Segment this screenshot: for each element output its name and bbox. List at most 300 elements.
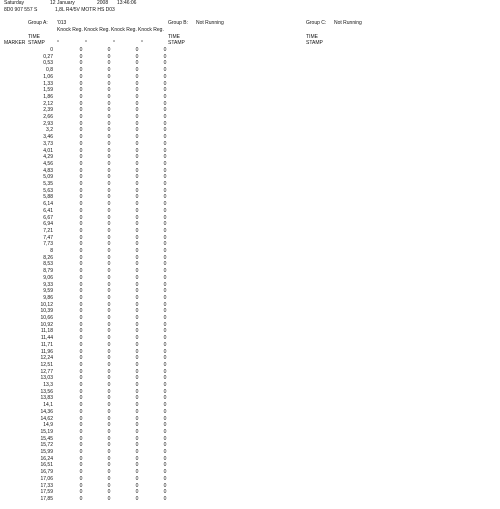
value-cell-ch4: 0: [163, 382, 167, 388]
value-cell-ch2: 0: [107, 362, 111, 368]
value-cell-ch1: 0: [79, 228, 83, 234]
time-stamp-cell: 8,26: [43, 255, 53, 261]
value-cell-ch1: 0: [79, 235, 83, 241]
time-stamp-cell: 12,77: [40, 369, 53, 375]
value-cell-ch3: 0: [135, 255, 139, 261]
time-stamp-cell: 8,53: [43, 261, 53, 267]
value-cell-ch4: 0: [163, 141, 167, 147]
time-stamp-cell: 15,19: [40, 429, 53, 435]
value-cell-ch2: 0: [107, 101, 111, 107]
value-cell-ch1: 0: [79, 322, 83, 328]
value-cell-ch3: 0: [135, 174, 139, 180]
value-cell-ch2: 0: [107, 134, 111, 140]
value-cell-ch4: 0: [163, 328, 167, 334]
time-stamp-cell: 14,36: [40, 409, 53, 415]
value-cell-ch4: 0: [163, 322, 167, 328]
value-cell-ch3: 0: [135, 436, 139, 442]
value-cell-ch2: 0: [107, 168, 111, 174]
group-b-value: Not Running: [196, 20, 224, 26]
value-cell-ch3: 0: [135, 382, 139, 388]
value-cell-ch1: 0: [79, 114, 83, 120]
time-stamp-cell: 2,12: [43, 101, 53, 107]
value-cell-ch3: 0: [135, 241, 139, 247]
value-cell-ch2: 0: [107, 255, 111, 261]
time-label-b: TIME: [168, 34, 180, 40]
value-cell-ch3: 0: [135, 308, 139, 314]
time-stamp-cell: 0,8: [46, 67, 53, 73]
value-cell-ch4: 0: [163, 201, 167, 207]
value-cell-ch4: 0: [163, 449, 167, 455]
value-cell-ch1: 0: [79, 208, 83, 214]
value-cell-ch3: 0: [135, 315, 139, 321]
value-cell-ch3: 0: [135, 141, 139, 147]
value-cell-ch1: 0: [79, 54, 83, 60]
value-cell-ch4: 0: [163, 342, 167, 348]
time-stamp-cell: 5,88: [43, 194, 53, 200]
value-cell-ch2: 0: [107, 449, 111, 455]
value-cell-ch2: 0: [107, 107, 111, 113]
value-cell-ch2: 0: [107, 74, 111, 80]
value-cell-ch4: 0: [163, 483, 167, 489]
value-cell-ch2: 0: [107, 261, 111, 267]
value-cell-ch2: 0: [107, 215, 111, 221]
value-cell-ch2: 0: [107, 322, 111, 328]
value-cell-ch2: 0: [107, 315, 111, 321]
value-cell-ch1: 0: [79, 436, 83, 442]
value-cell-ch3: 0: [135, 228, 139, 234]
value-cell-ch4: 0: [163, 87, 167, 93]
value-cell-ch3: 0: [135, 194, 139, 200]
value-cell-ch4: 0: [163, 369, 167, 375]
value-cell-ch1: 0: [79, 402, 83, 408]
value-cell-ch3: 0: [135, 47, 139, 53]
value-cell-ch3: 0: [135, 409, 139, 415]
time-stamp-cell: 4,29: [43, 154, 53, 160]
time-label-c: TIME: [306, 34, 318, 40]
value-cell-ch1: 0: [79, 288, 83, 294]
value-cell-ch2: 0: [107, 161, 111, 167]
value-cell-ch3: 0: [135, 235, 139, 241]
value-cell-ch1: 0: [79, 248, 83, 254]
value-cell-ch1: 0: [79, 395, 83, 401]
value-cell-ch1: 0: [79, 389, 83, 395]
value-cell-ch2: 0: [107, 47, 111, 53]
time-stamp-cell: 10,66: [40, 315, 53, 321]
value-cell-ch3: 0: [135, 268, 139, 274]
value-cell-ch2: 0: [107, 429, 111, 435]
time-stamp-cell: 6,67: [43, 215, 53, 221]
value-cell-ch2: 0: [107, 275, 111, 281]
value-cell-ch1: 0: [79, 74, 83, 80]
time-stamp-cell: 1,86: [43, 94, 53, 100]
value-cell-ch4: 0: [163, 94, 167, 100]
value-cell-ch1: 0: [79, 422, 83, 428]
value-cell-ch1: 0: [79, 483, 83, 489]
value-cell-ch3: 0: [135, 462, 139, 468]
value-cell-ch2: 0: [107, 67, 111, 73]
value-cell-ch3: 0: [135, 60, 139, 66]
value-cell-ch2: 0: [107, 54, 111, 60]
value-cell-ch4: 0: [163, 188, 167, 194]
value-cell-ch3: 0: [135, 456, 139, 462]
time-stamp-cell: 11,18: [40, 328, 53, 334]
value-cell-ch1: 0: [79, 409, 83, 415]
value-cell-ch3: 0: [135, 74, 139, 80]
value-cell-ch1: 0: [79, 94, 83, 100]
time-stamp-cell: 11,44: [40, 335, 53, 341]
value-cell-ch3: 0: [135, 168, 139, 174]
value-cell-ch1: 0: [79, 221, 83, 227]
value-cell-ch1: 0: [79, 315, 83, 321]
value-cell-ch1: 0: [79, 255, 83, 261]
value-cell-ch3: 0: [135, 496, 139, 502]
value-cell-ch1: 0: [79, 148, 83, 154]
time-stamp-cell: 8: [50, 248, 53, 254]
value-cell-ch2: 0: [107, 174, 111, 180]
value-cell-ch4: 0: [163, 489, 167, 495]
value-cell-ch1: 0: [79, 268, 83, 274]
value-cell-ch1: 0: [79, 382, 83, 388]
value-cell-ch4: 0: [163, 422, 167, 428]
value-cell-ch3: 0: [135, 416, 139, 422]
time: 13:46:06: [117, 0, 137, 6]
value-cell-ch1: 0: [79, 174, 83, 180]
value-cell-ch4: 0: [163, 54, 167, 60]
value-cell-ch3: 0: [135, 215, 139, 221]
value-cell-ch4: 0: [163, 302, 167, 308]
value-cell-ch3: 0: [135, 302, 139, 308]
value-cell-ch2: 0: [107, 181, 111, 187]
value-cell-ch1: 0: [79, 362, 83, 368]
value-cell-ch2: 0: [107, 127, 111, 133]
stamp-label-b: STAMP: [168, 40, 185, 46]
value-cell-ch4: 0: [163, 194, 167, 200]
value-cell-ch4: 0: [163, 282, 167, 288]
year: 2008: [97, 0, 109, 6]
time-stamp-cell: 13,3: [43, 382, 53, 388]
value-cell-ch2: 0: [107, 194, 111, 200]
engine-description: 1,8L R4/5V MOTR HS D03: [55, 7, 115, 13]
value-cell-ch1: 0: [79, 302, 83, 308]
value-cell-ch4: 0: [163, 127, 167, 133]
value-cell-ch4: 0: [163, 107, 167, 113]
time-stamp-cell: 3,46: [43, 134, 53, 140]
value-cell-ch2: 0: [107, 148, 111, 154]
value-cell-ch4: 0: [163, 335, 167, 341]
time-stamp-cell: 16,79: [40, 469, 53, 475]
value-cell-ch3: 0: [135, 87, 139, 93]
group-a-label: Group A:: [28, 20, 48, 26]
channel-4-unit: °: [141, 40, 143, 46]
value-cell-ch4: 0: [163, 47, 167, 53]
value-cell-ch4: 0: [163, 67, 167, 73]
value-cell-ch3: 0: [135, 442, 139, 448]
value-cell-ch4: 0: [163, 315, 167, 321]
value-cell-ch2: 0: [107, 94, 111, 100]
value-cell-ch3: 0: [135, 295, 139, 301]
value-cell-ch1: 0: [79, 429, 83, 435]
value-cell-ch4: 0: [163, 389, 167, 395]
value-cell-ch4: 0: [163, 275, 167, 281]
time-stamp-cell: 7,47: [43, 235, 53, 241]
value-cell-ch2: 0: [107, 154, 111, 160]
value-cell-ch1: 0: [79, 47, 83, 53]
value-cell-ch2: 0: [107, 462, 111, 468]
value-cell-ch4: 0: [163, 74, 167, 80]
marker-label: MARKER: [4, 40, 26, 46]
time-stamp-cell: 14,1: [43, 402, 53, 408]
time-stamp-cell: 9,86: [43, 295, 53, 301]
time-stamp-cell: 12,24: [40, 355, 53, 361]
time-stamp-cell: 15,45: [40, 436, 53, 442]
time-stamp-cell: 13,03: [40, 375, 53, 381]
value-cell-ch4: 0: [163, 456, 167, 462]
value-cell-ch4: 0: [163, 395, 167, 401]
value-cell-ch2: 0: [107, 235, 111, 241]
value-cell-ch1: 0: [79, 308, 83, 314]
value-cell-ch2: 0: [107, 141, 111, 147]
stamp-label-c: STAMP: [306, 40, 323, 46]
value-cell-ch2: 0: [107, 369, 111, 375]
time-stamp-cell: 11,71: [40, 342, 53, 348]
time-stamp-cell: 0,53: [43, 60, 53, 66]
value-cell-ch3: 0: [135, 422, 139, 428]
value-cell-ch1: 0: [79, 60, 83, 66]
value-cell-ch3: 0: [135, 81, 139, 87]
value-cell-ch1: 0: [79, 134, 83, 140]
value-cell-ch4: 0: [163, 409, 167, 415]
value-cell-ch2: 0: [107, 375, 111, 381]
value-cell-ch1: 0: [79, 275, 83, 281]
value-cell-ch1: 0: [79, 87, 83, 93]
value-cell-ch3: 0: [135, 342, 139, 348]
value-cell-ch3: 0: [135, 402, 139, 408]
value-cell-ch2: 0: [107, 114, 111, 120]
time-stamp-cell: 5,09: [43, 174, 53, 180]
value-cell-ch4: 0: [163, 496, 167, 502]
value-cell-ch2: 0: [107, 355, 111, 361]
value-cell-ch4: 0: [163, 429, 167, 435]
value-cell-ch2: 0: [107, 422, 111, 428]
value-cell-ch3: 0: [135, 114, 139, 120]
value-cell-ch1: 0: [79, 375, 83, 381]
value-cell-ch2: 0: [107, 436, 111, 442]
value-cell-ch1: 0: [79, 107, 83, 113]
value-cell-ch2: 0: [107, 60, 111, 66]
time-stamp-cell: 13,83: [40, 395, 53, 401]
value-cell-ch2: 0: [107, 389, 111, 395]
value-cell-ch3: 0: [135, 154, 139, 160]
value-cell-ch3: 0: [135, 261, 139, 267]
time-stamp-cell: 10,92: [40, 322, 53, 328]
channel-4-label: Knock Reg.: [138, 27, 164, 33]
value-cell-ch2: 0: [107, 342, 111, 348]
value-cell-ch3: 0: [135, 127, 139, 133]
value-cell-ch1: 0: [79, 456, 83, 462]
time-label-a: TIME: [28, 34, 40, 40]
value-cell-ch4: 0: [163, 362, 167, 368]
time-stamp-cell: 3,73: [43, 141, 53, 147]
value-cell-ch4: 0: [163, 469, 167, 475]
value-cell-ch1: 0: [79, 168, 83, 174]
value-cell-ch4: 0: [163, 308, 167, 314]
value-cell-ch3: 0: [135, 369, 139, 375]
value-cell-ch2: 0: [107, 442, 111, 448]
value-cell-ch1: 0: [79, 127, 83, 133]
value-cell-ch2: 0: [107, 241, 111, 247]
value-cell-ch4: 0: [163, 235, 167, 241]
value-cell-ch3: 0: [135, 483, 139, 489]
value-cell-ch4: 0: [163, 121, 167, 127]
time-stamp-cell: 1,59: [43, 87, 53, 93]
value-cell-ch3: 0: [135, 288, 139, 294]
value-cell-ch4: 0: [163, 81, 167, 87]
value-cell-ch1: 0: [79, 261, 83, 267]
value-cell-ch1: 0: [79, 328, 83, 334]
value-cell-ch1: 0: [79, 469, 83, 475]
value-cell-ch3: 0: [135, 67, 139, 73]
value-cell-ch2: 0: [107, 469, 111, 475]
value-cell-ch2: 0: [107, 221, 111, 227]
time-stamp-cell: 5,63: [43, 188, 53, 194]
time-stamp-cell: 11,96: [40, 349, 53, 355]
value-cell-ch1: 0: [79, 181, 83, 187]
value-cell-ch3: 0: [135, 101, 139, 107]
time-stamp-cell: 17,06: [40, 476, 53, 482]
value-cell-ch4: 0: [163, 101, 167, 107]
time-stamp-cell: 9,33: [43, 282, 53, 288]
value-cell-ch4: 0: [163, 402, 167, 408]
value-cell-ch4: 0: [163, 416, 167, 422]
value-cell-ch3: 0: [135, 208, 139, 214]
value-cell-ch1: 0: [79, 496, 83, 502]
time-stamp-cell: 16,24: [40, 456, 53, 462]
value-cell-ch3: 0: [135, 476, 139, 482]
time-stamp-cell: 8,79: [43, 268, 53, 274]
value-cell-ch2: 0: [107, 248, 111, 254]
time-stamp-cell: 9,06: [43, 275, 53, 281]
value-cell-ch4: 0: [163, 375, 167, 381]
value-cell-ch1: 0: [79, 335, 83, 341]
time-stamp-cell: 2,39: [43, 107, 53, 113]
value-cell-ch2: 0: [107, 395, 111, 401]
value-cell-ch4: 0: [163, 221, 167, 227]
value-cell-ch2: 0: [107, 201, 111, 207]
value-cell-ch4: 0: [163, 241, 167, 247]
value-cell-ch4: 0: [163, 161, 167, 167]
time-stamp-cell: 7,73: [43, 241, 53, 247]
value-cell-ch2: 0: [107, 489, 111, 495]
value-cell-ch3: 0: [135, 395, 139, 401]
value-cell-ch3: 0: [135, 275, 139, 281]
time-stamp-cell: 15,72: [40, 442, 53, 448]
stamp-label-a: STAMP: [28, 40, 45, 46]
value-cell-ch1: 0: [79, 476, 83, 482]
value-cell-ch3: 0: [135, 248, 139, 254]
value-cell-ch2: 0: [107, 308, 111, 314]
value-cell-ch2: 0: [107, 409, 111, 415]
value-cell-ch3: 0: [135, 335, 139, 341]
value-cell-ch2: 0: [107, 208, 111, 214]
value-cell-ch4: 0: [163, 174, 167, 180]
value-cell-ch1: 0: [79, 349, 83, 355]
time-stamp-cell: 14,62: [40, 416, 53, 422]
value-cell-ch3: 0: [135, 54, 139, 60]
value-cell-ch4: 0: [163, 261, 167, 267]
value-cell-ch4: 0: [163, 181, 167, 187]
value-cell-ch1: 0: [79, 295, 83, 301]
value-cell-ch1: 0: [79, 282, 83, 288]
value-cell-ch1: 0: [79, 67, 83, 73]
value-cell-ch2: 0: [107, 295, 111, 301]
value-cell-ch4: 0: [163, 148, 167, 154]
time-stamp-cell: 7,21: [43, 228, 53, 234]
value-cell-ch2: 0: [107, 483, 111, 489]
value-cell-ch2: 0: [107, 328, 111, 334]
value-cell-ch3: 0: [135, 375, 139, 381]
value-cell-ch1: 0: [79, 355, 83, 361]
value-cell-ch1: 0: [79, 161, 83, 167]
value-cell-ch3: 0: [135, 107, 139, 113]
value-cell-ch2: 0: [107, 81, 111, 87]
time-stamp-cell: 14,9: [43, 422, 53, 428]
value-cell-ch1: 0: [79, 141, 83, 147]
value-cell-ch1: 0: [79, 369, 83, 375]
value-cell-ch4: 0: [163, 442, 167, 448]
value-cell-ch4: 0: [163, 215, 167, 221]
time-stamp-cell: 15,99: [40, 449, 53, 455]
value-cell-ch4: 0: [163, 255, 167, 261]
time-stamp-cell: 0: [50, 47, 53, 53]
value-cell-ch4: 0: [163, 248, 167, 254]
value-cell-ch4: 0: [163, 349, 167, 355]
value-cell-ch1: 0: [79, 121, 83, 127]
value-cell-ch3: 0: [135, 188, 139, 194]
value-cell-ch3: 0: [135, 429, 139, 435]
value-cell-ch4: 0: [163, 134, 167, 140]
value-cell-ch1: 0: [79, 101, 83, 107]
value-cell-ch4: 0: [163, 228, 167, 234]
time-stamp-cell: 3,2: [46, 127, 53, 133]
value-cell-ch3: 0: [135, 282, 139, 288]
value-cell-ch4: 0: [163, 208, 167, 214]
value-cell-ch2: 0: [107, 496, 111, 502]
value-cell-ch2: 0: [107, 476, 111, 482]
group-a-value: '013: [57, 20, 67, 26]
value-cell-ch4: 0: [163, 168, 167, 174]
channel-1-unit: °: [57, 40, 59, 46]
value-cell-ch3: 0: [135, 221, 139, 227]
group-c-label: Group C:: [306, 20, 327, 26]
time-stamp-cell: 17,33: [40, 483, 53, 489]
value-cell-ch1: 0: [79, 194, 83, 200]
channel-3-unit: °: [113, 40, 115, 46]
group-c-value: Not Running: [334, 20, 362, 26]
time-stamp-cell: 6,14: [43, 201, 53, 207]
value-cell-ch4: 0: [163, 462, 167, 468]
value-cell-ch1: 0: [79, 449, 83, 455]
value-cell-ch2: 0: [107, 188, 111, 194]
time-stamp-cell: 12,51: [40, 362, 53, 368]
time-stamp-cell: 16,51: [40, 462, 53, 468]
value-cell-ch2: 0: [107, 349, 111, 355]
value-cell-ch3: 0: [135, 489, 139, 495]
time-stamp-cell: 1,33: [43, 81, 53, 87]
date-text: 12 January: [50, 0, 75, 6]
value-cell-ch4: 0: [163, 288, 167, 294]
value-cell-ch2: 0: [107, 288, 111, 294]
value-cell-ch4: 0: [163, 476, 167, 482]
